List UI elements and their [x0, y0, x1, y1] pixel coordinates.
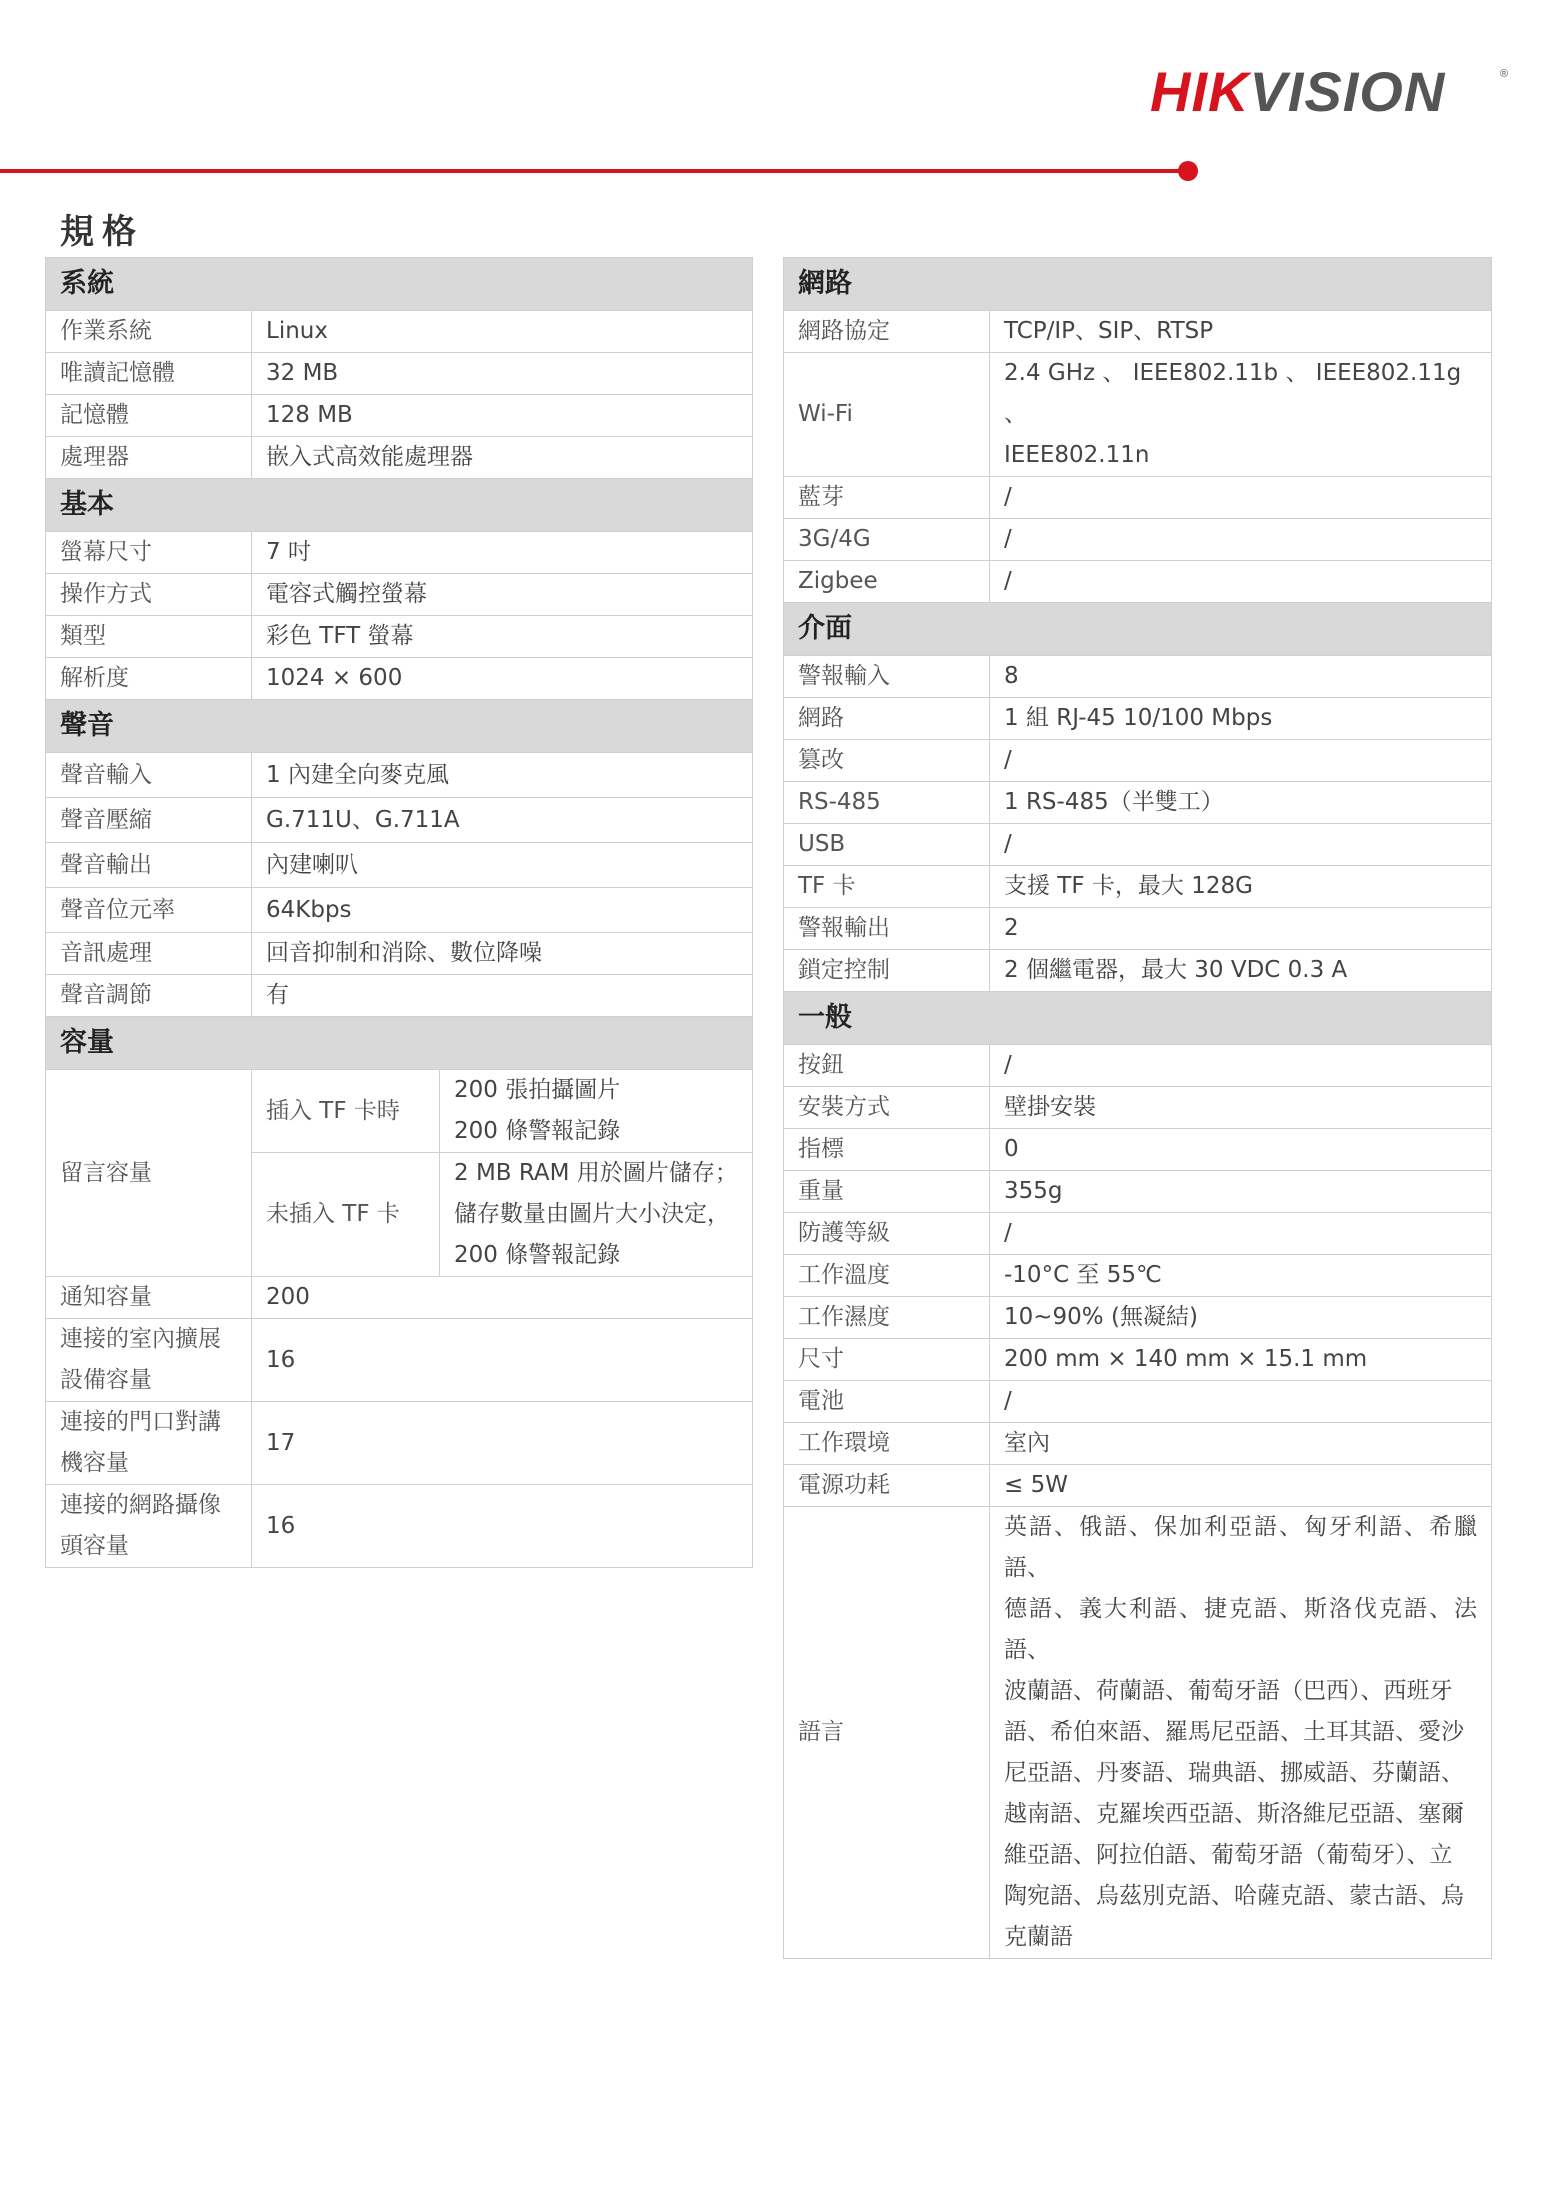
spec-label: USB — [784, 824, 990, 866]
spec-label: 藍芽 — [784, 477, 990, 519]
section-title: 容量 — [46, 1017, 753, 1070]
spec-value: 回音抑制和消除、數位降噪 — [252, 933, 753, 975]
spec-value: 1024 × 600 — [252, 658, 753, 700]
table-row — [46, 843, 753, 888]
table-row — [46, 1485, 753, 1568]
label-line: 連接的網路攝像 — [60, 1492, 221, 1518]
spec-value: / — [990, 740, 1492, 782]
spec-label: 篡改 — [784, 740, 990, 782]
spec-value-multiline — [990, 353, 1492, 477]
spec-label: 防護等級 — [784, 1213, 990, 1255]
table-row — [784, 1171, 1492, 1213]
table-row — [784, 1507, 1492, 1959]
spec-label: 聲音輸入 — [46, 753, 252, 798]
header-accent-dot — [1178, 161, 1198, 181]
spec-label: 電池 — [784, 1381, 990, 1423]
spec-label: TF 卡 — [784, 866, 990, 908]
spec-value-multiline — [990, 1507, 1492, 1959]
spec-label: 工作濕度 — [784, 1297, 990, 1339]
spec-label: 類型 — [46, 616, 252, 658]
section-system — [46, 258, 753, 311]
spec-label: 留言容量 — [46, 1070, 252, 1277]
spec-value: 內建喇叭 — [252, 843, 753, 888]
table-row — [784, 950, 1492, 992]
header-accent-line — [0, 169, 1180, 173]
section-network — [784, 258, 1492, 311]
table-row — [784, 782, 1492, 824]
table-row — [784, 561, 1492, 603]
table-row — [784, 824, 1492, 866]
table-row — [784, 1339, 1492, 1381]
spec-label: 作業系統 — [46, 311, 252, 353]
spec-label: 網路 — [784, 698, 990, 740]
table-row — [784, 1213, 1492, 1255]
spec-label: 記憶體 — [46, 395, 252, 437]
spec-label: 指標 — [784, 1129, 990, 1171]
table-row — [784, 477, 1492, 519]
section-title: 一般 — [784, 992, 1492, 1045]
value-line: 波蘭語、荷蘭語、葡萄牙語（巴西）、西班牙 — [1004, 1678, 1453, 1704]
table-row — [784, 311, 1492, 353]
label-line: 機容量 — [60, 1450, 129, 1476]
value-line: 200 條警報記錄 — [454, 1242, 621, 1268]
spec-label: 唯讀記憶體 — [46, 353, 252, 395]
spec-value-multiline — [440, 1070, 753, 1153]
section-interface — [784, 603, 1492, 656]
value-line: 英語、俄語、保加利亞語、匈牙利語、希臘語、 — [1004, 1514, 1477, 1581]
spec-label — [46, 1319, 252, 1402]
table-row — [784, 519, 1492, 561]
spec-value: 1 組 RJ-45 10/100 Mbps — [990, 698, 1492, 740]
spec-value: 200 mm × 140 mm × 15.1 mm — [990, 1339, 1492, 1381]
section-title: 聲音 — [46, 700, 753, 753]
table-row — [46, 437, 753, 479]
spec-label: 解析度 — [46, 658, 252, 700]
value-line: 維亞語、阿拉伯語、葡萄牙語（葡萄牙）、立 — [1004, 1842, 1453, 1868]
table-row — [46, 353, 753, 395]
table-row — [784, 1045, 1492, 1087]
spec-value: 支援 TF 卡，最大 128G — [990, 866, 1492, 908]
spec-label: 警報輸入 — [784, 656, 990, 698]
table-row — [46, 798, 753, 843]
value-line: 200 條警報記錄 — [454, 1118, 621, 1144]
spec-value: 7 吋 — [252, 532, 753, 574]
spec-table-left — [45, 257, 753, 1568]
spec-label: 工作溫度 — [784, 1255, 990, 1297]
spec-label: 網路協定 — [784, 311, 990, 353]
spec-value: 0 — [990, 1129, 1492, 1171]
section-title: 網路 — [784, 258, 1492, 311]
spec-value: ≤ 5W — [990, 1465, 1492, 1507]
value-line: 儲存數量由圖片大小決定， — [454, 1201, 730, 1227]
table-row — [784, 1297, 1492, 1339]
section-title: 系統 — [46, 258, 753, 311]
spec-label: 聲音位元率 — [46, 888, 252, 933]
table-row — [46, 1319, 753, 1402]
table-row — [46, 395, 753, 437]
spec-value: 10~90% (無凝結) — [990, 1297, 1492, 1339]
table-row — [46, 888, 753, 933]
spec-value: 2 — [990, 908, 1492, 950]
spec-value: 64Kbps — [252, 888, 753, 933]
spec-value: G.711U、G.711A — [252, 798, 753, 843]
value-line: IEEE802.11n — [1004, 442, 1150, 468]
spec-label: 安裝方式 — [784, 1087, 990, 1129]
spec-label: 鎖定控制 — [784, 950, 990, 992]
spec-label: 音訊處理 — [46, 933, 252, 975]
spec-value: 有 — [252, 975, 753, 1017]
section-capacity — [46, 1017, 753, 1070]
hikvision-logo — [1150, 62, 1510, 122]
spec-value: / — [990, 477, 1492, 519]
section-basic — [46, 479, 753, 532]
spec-value: 室內 — [990, 1423, 1492, 1465]
table-row — [784, 1465, 1492, 1507]
spec-value: 2 個繼電器，最大 30 VDC 0.3 A — [990, 950, 1492, 992]
spec-label: 警報輸出 — [784, 908, 990, 950]
page-title: 規格 — [60, 212, 144, 252]
table-row — [46, 1277, 753, 1319]
spec-label: 尺寸 — [784, 1339, 990, 1381]
spec-value: / — [990, 519, 1492, 561]
registered-mark: ® — [1500, 68, 1510, 80]
spec-value: 200 — [252, 1277, 753, 1319]
spec-value: Linux — [252, 311, 753, 353]
spec-label — [46, 1485, 252, 1568]
spec-value: 16 — [252, 1485, 753, 1568]
spec-value: -10°C 至 55℃ — [990, 1255, 1492, 1297]
spec-value: 32 MB — [252, 353, 753, 395]
value-line: 尼亞語、丹麥語、瑞典語、挪威語、芬蘭語、 — [1004, 1760, 1464, 1786]
table-row — [46, 933, 753, 975]
value-line: 200 張拍攝圖片 — [454, 1077, 621, 1103]
label-line: 連接的室內擴展 — [60, 1326, 221, 1352]
spec-value: / — [990, 1213, 1492, 1255]
label-line: 頭容量 — [60, 1533, 129, 1559]
section-title: 介面 — [784, 603, 1492, 656]
table-row — [46, 616, 753, 658]
spec-label: 聲音輸出 — [46, 843, 252, 888]
spec-label: 3G/4G — [784, 519, 990, 561]
spec-table-right — [783, 257, 1492, 1959]
label-line: 設備容量 — [60, 1367, 152, 1393]
table-row — [46, 574, 753, 616]
spec-value: / — [990, 824, 1492, 866]
spec-value: 17 — [252, 1402, 753, 1485]
spec-value-multiline — [440, 1153, 753, 1277]
sub-label-without-tf: 未插入 TF 卡 — [252, 1153, 440, 1277]
spec-value: 1 RS-485（半雙工） — [990, 782, 1492, 824]
spec-label: Wi-Fi — [784, 353, 990, 477]
spec-value: TCP/IP、SIP、RTSP — [990, 311, 1492, 353]
logo-vision: VISION — [1249, 60, 1446, 123]
spec-value: 355g — [990, 1171, 1492, 1213]
table-row — [784, 1087, 1492, 1129]
value-line: 2.4 GHz 、 IEEE802.11b 、 IEEE802.11g 、 — [1004, 360, 1462, 427]
table-row — [46, 1070, 753, 1153]
table-row — [784, 698, 1492, 740]
spec-label: 按鈕 — [784, 1045, 990, 1087]
spec-label: 螢幕尺寸 — [46, 532, 252, 574]
table-row — [46, 311, 753, 353]
table-row — [784, 1255, 1492, 1297]
sub-label-with-tf: 插入 TF 卡時 — [252, 1070, 440, 1153]
table-row — [784, 908, 1492, 950]
spec-value: / — [990, 1381, 1492, 1423]
spec-label: 通知容量 — [46, 1277, 252, 1319]
spec-value: 1 內建全向麥克風 — [252, 753, 753, 798]
value-line: 語、希伯來語、羅馬尼亞語、土耳其語、愛沙 — [1004, 1719, 1464, 1745]
table-row — [784, 1129, 1492, 1171]
table-row — [784, 656, 1492, 698]
table-row — [784, 1381, 1492, 1423]
spec-value: / — [990, 561, 1492, 603]
spec-label: 工作環境 — [784, 1423, 990, 1465]
value-line: 2 MB RAM 用於圖片儲存； — [454, 1160, 738, 1186]
table-row — [46, 658, 753, 700]
value-line: 克蘭語 — [1004, 1924, 1073, 1950]
spec-value: 彩色 TFT 螢幕 — [252, 616, 753, 658]
table-row — [46, 532, 753, 574]
table-row — [784, 740, 1492, 782]
table-row — [784, 866, 1492, 908]
table-row — [784, 1423, 1492, 1465]
spec-value: / — [990, 1045, 1492, 1087]
spec-value: 8 — [990, 656, 1492, 698]
table-row — [46, 1402, 753, 1485]
spec-label: Zigbee — [784, 561, 990, 603]
spec-label: 重量 — [784, 1171, 990, 1213]
table-row — [46, 975, 753, 1017]
table-row — [784, 353, 1492, 477]
spec-label: 語言 — [784, 1507, 990, 1959]
spec-value: 128 MB — [252, 395, 753, 437]
value-line: 越南語、克羅埃西亞語、斯洛維尼亞語、塞爾 — [1004, 1801, 1464, 1827]
spec-value: 嵌入式高效能處理器 — [252, 437, 753, 479]
spec-value: 壁掛安裝 — [990, 1087, 1492, 1129]
section-title: 基本 — [46, 479, 753, 532]
spec-label — [46, 1402, 252, 1485]
value-line: 陶宛語、烏茲別克語、哈薩克語、蒙古語、烏 — [1004, 1883, 1464, 1909]
spec-label: 處理器 — [46, 437, 252, 479]
spec-label: 聲音壓縮 — [46, 798, 252, 843]
spec-value: 16 — [252, 1319, 753, 1402]
spec-value: 電容式觸控螢幕 — [252, 574, 753, 616]
spec-label: 操作方式 — [46, 574, 252, 616]
logo-hik: HIK — [1150, 60, 1250, 123]
spec-label: 電源功耗 — [784, 1465, 990, 1507]
section-audio — [46, 700, 753, 753]
value-line: 德語、義大利語、捷克語、斯洛伐克語、法語、 — [1004, 1596, 1477, 1663]
section-general — [784, 992, 1492, 1045]
label-line: 連接的門口對講 — [60, 1409, 221, 1435]
spec-label: 聲音調節 — [46, 975, 252, 1017]
spec-label: RS-485 — [784, 782, 990, 824]
table-row — [46, 753, 753, 798]
